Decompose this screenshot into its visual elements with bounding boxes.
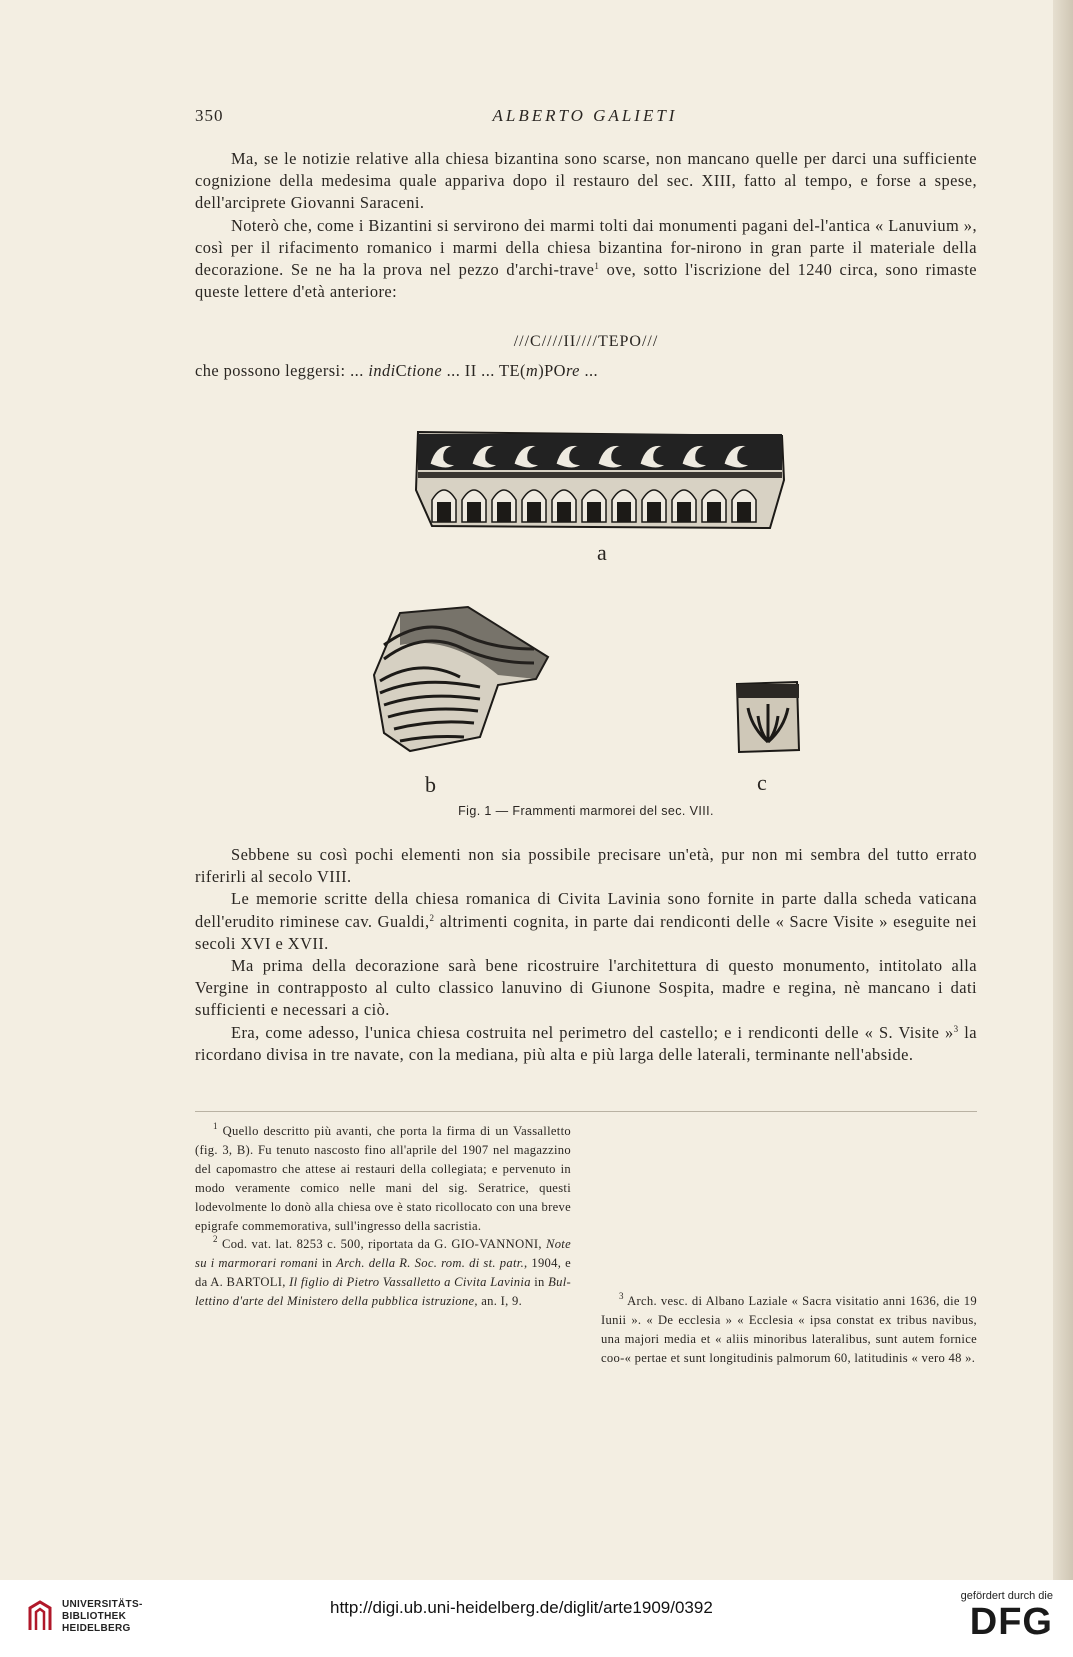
library-logo-icon	[26, 1600, 54, 1632]
footnote-3: $^3$ Arch. vesc. di Albano Laziale « Sacra visitatio anni 1636, die 19 Iunii ». « De ecclesia » « Ecclesia « ipsa constat ex tribus navibus, una majori media et « aliis minoribus lateralibus, sunt autem fornice coo-« pertae et sunt longitudinis palmorum 60, latitudinis « vero 48 ».	[601, 1291, 977, 1365]
paragraph: Ma, se le notizie relative alla chiesa bizantina sono scarse, non mancano quelle per darci una sufficiente cognizione della medesima quale appariva dopo il restauro del sec. XIII, fatto al tempo, e forse a spese, dell'arciprete Giovanni Saraceni.	[195, 149, 977, 213]
body-text-top	[195, 148, 977, 303]
footnote-separator	[195, 1111, 977, 1112]
library-name: UNIVERSITÄTS- BIBLIOTHEK HEIDELBERG	[62, 1599, 143, 1634]
footnotes-right	[601, 1292, 977, 1368]
footnote-ref[interactable]: 1	[594, 261, 600, 272]
paragraph: Ma prima della decorazione sarà bene ricostruire l'architettura di questo monumento, intitolato alla Vergine in contrapposto al culto classico lanuvino di Giunone Sospita, madre e regina, nè mancano i dati sufficienti e necessari a ciò.	[195, 956, 977, 1020]
inscription: ///C////II////TEPO///	[513, 333, 659, 350]
figure-label-b: b	[425, 772, 436, 797]
funder-line: gefördert durch die	[960, 1590, 1053, 1602]
fragment-b-drawing	[370, 605, 550, 755]
page-edge-shadow	[1053, 0, 1073, 1580]
fragment-a-drawing	[410, 430, 790, 530]
page-number: 350	[195, 106, 224, 125]
paragraph: Era, come adesso, l'unica chiesa costruita nel perimetro del castello; e i rendiconti delle « S. Visite »$^3$ la ricordano divisa in tre navate, con la mediana, più alta e più larga delle laterali, terminante nell'abside.	[195, 1022, 978, 1064]
footnote-2: $^2$ Cod. vat. lat. 8253 c. 500, riportata da G. GIO-VANNONI, Note su i marmorari romani in Arch. della R. Soc. rom. di st. patr., 1904, e da A. BARTOLI, Il figlio di Pietro Vassalletto a Civita Lavinia in Bul-lettino d'arte del Ministero della pubblica istruzione, an. I, 9.	[195, 1234, 571, 1309]
figure-caption: Fig. 1 — Frammenti marmorei del sec. VIII.	[458, 804, 714, 818]
inscription-reading: che possono leggersi: ... indiCtione ... II ... TE(m)POre ...	[195, 361, 599, 380]
footnote-ref[interactable]: 2	[429, 912, 435, 923]
paragraph: Sebbene su così pochi elementi non sia possibile precisare un'età, pur non mi sembra del tutto errato riferirli al secolo VIII.	[195, 845, 977, 887]
figure-label-a: a	[597, 540, 607, 565]
paragraph: Noterò che, come i Bizantini si servirono dei marmi tolti dai monumenti pagani del-l'antica « Lanuvium », così per il rifacimento romanico i marmi della chiesa bizantina for-nirono in gran parte il materiale della decorazione. Se ne ha la prova nel pezzo d'archi-trave$^1$ ove, sotto l'iscrizione del 1240 circa, sono rimaste queste lettere d'età anteriore:	[195, 215, 977, 302]
body-text-bottom	[195, 844, 977, 1066]
footnote-1: $^1$ Quello descritto più avanti, che porta la firma di un Vassalletto (fig. 3, B). Fu tenuto nascosto fino all'aprile del 1907 nel magazzino del capomastro che attese ai restauri della collegiata; e pervenuto in modo veramente comico nelle mani del sig. Seratrice, questi lodevolmente lo donò alla chiesa ove è stato ricollocato con una breve epigrafe commemorativa, sull'ingresso della sacristia.	[195, 1121, 571, 1233]
fragment-c-drawing	[733, 680, 803, 754]
page-header	[195, 106, 975, 128]
paragraph: Le memorie scritte della chiesa romanica di Civita Lavinia sono fornite in parte dalla scheda vaticana dell'erudito riminese cav. Gualdi,$^2$ altrimenti cognita, in parte dai rendiconti delle « Sacre Visite » eseguite nei secoli XVI e XVII.	[195, 889, 977, 953]
dfg-logo: DFG	[969, 1601, 1053, 1643]
figure-label-c: c	[757, 770, 767, 795]
viewer-footer	[0, 1580, 1073, 1657]
footnote-ref[interactable]: 3	[953, 1023, 959, 1034]
permalink-url[interactable]: http://digi.ub.uni-heidelberg.de/diglit/arte1909/0392	[330, 1598, 713, 1617]
funder-branding[interactable]	[935, 1590, 1053, 1642]
footnotes-left	[195, 1122, 571, 1311]
running-title: ALBERTO GALIETI	[492, 106, 678, 125]
